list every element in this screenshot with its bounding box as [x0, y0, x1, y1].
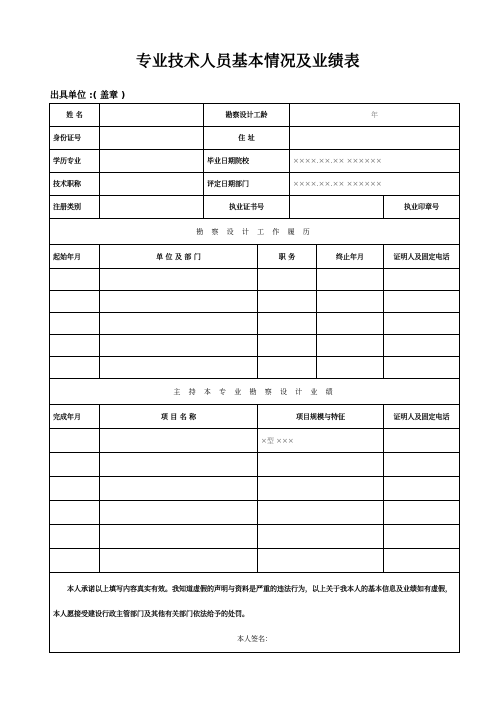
id-field[interactable] — [100, 127, 204, 150]
address-label: 住 址 — [204, 127, 290, 150]
id-label: 身份证号 — [50, 127, 100, 150]
col-perf-witness: 证明人及固定电话 — [384, 405, 460, 429]
row-id — [50, 127, 460, 150]
work-history-header — [50, 219, 460, 245]
education-field[interactable] — [100, 150, 204, 173]
address-field[interactable] — [290, 127, 460, 150]
work-history-row[interactable] — [50, 313, 460, 335]
performance-row[interactable] — [50, 525, 460, 549]
row-name — [50, 104, 460, 127]
reg-category-field[interactable] — [100, 196, 204, 219]
col-start-date: 起始年月 — [50, 245, 100, 269]
col-unit: 单 位 及 部 门 — [100, 245, 258, 269]
reg-category-label: 注册类别 — [50, 196, 100, 219]
work-years-unit: 年 — [371, 111, 379, 119]
work-history-row[interactable] — [50, 291, 460, 313]
declaration-text: 本人承诺以上填写内容真实有效。我知道虚假的声明与资料是严重的违法行为，以上关于我本人的基本信息及业绩如有虚假，本人愿接受建设行政主管部门及其他有关部门依法给予的处罚。 — [53, 585, 452, 618]
performance-row[interactable] — [50, 501, 460, 525]
work-history-title: 勘 察 设 计 工 作 履 历 — [50, 219, 460, 245]
col-project-name: 项 目 名 称 — [100, 405, 258, 429]
work-history-columns — [50, 245, 460, 269]
name-field[interactable] — [100, 104, 204, 127]
document-title: 专业技术人员基本情况及业绩表 — [135, 51, 360, 70]
name-label: 姓 名 — [50, 104, 100, 127]
performance-row[interactable] — [50, 477, 460, 501]
license-no-label: 执业证书号 — [204, 196, 290, 219]
col-position: 职 务 — [258, 245, 317, 269]
col-end-date: 终止年月 — [317, 245, 384, 269]
work-years-field[interactable] — [290, 104, 460, 127]
license-no-field[interactable] — [290, 196, 384, 219]
performance-columns — [50, 405, 460, 429]
performance-header — [50, 379, 460, 405]
work-history-row[interactable] — [50, 269, 460, 291]
performance-row[interactable] — [50, 549, 460, 573]
graduation-field[interactable]: ××××.××.×× ×××××× — [290, 150, 460, 173]
performance-title: 主 持 本 专 业 勘 察 设 计 业 绩 — [50, 379, 460, 405]
issuer-label: 出具单位 :( 盖章 ) — [50, 91, 126, 101]
title-field[interactable] — [100, 173, 204, 196]
evaluation-field[interactable]: ××××.××.×× ×××××× — [290, 173, 460, 196]
performance-row[interactable] — [50, 429, 460, 453]
col-witness: 证明人及固定电话 — [384, 245, 460, 269]
work-history-row[interactable] — [50, 335, 460, 357]
performance-row[interactable] — [50, 453, 460, 477]
title-label: 技术职称 — [50, 173, 100, 196]
declaration-row — [50, 573, 460, 653]
col-completion-date: 完成年月 — [50, 405, 100, 429]
evaluation-label: 评定日期部门 — [204, 173, 290, 196]
row-education — [50, 150, 460, 173]
project-scale-value: ×型 ××× — [258, 429, 384, 453]
graduation-label: 毕业日期院校 — [204, 150, 290, 173]
signature-label[interactable]: 本人签名： — [237, 635, 273, 643]
declaration-cell — [50, 573, 460, 653]
col-project-scale: 项目规模与特征 — [258, 405, 384, 429]
seal-no-label: 执业印章号 — [384, 196, 460, 219]
work-history-row[interactable] — [50, 357, 460, 379]
info-form-table — [49, 103, 460, 653]
education-label: 学历专业 — [50, 150, 100, 173]
work-years-label: 勘察设计工龄 — [204, 104, 290, 127]
row-registration — [50, 196, 460, 219]
row-title — [50, 173, 460, 196]
